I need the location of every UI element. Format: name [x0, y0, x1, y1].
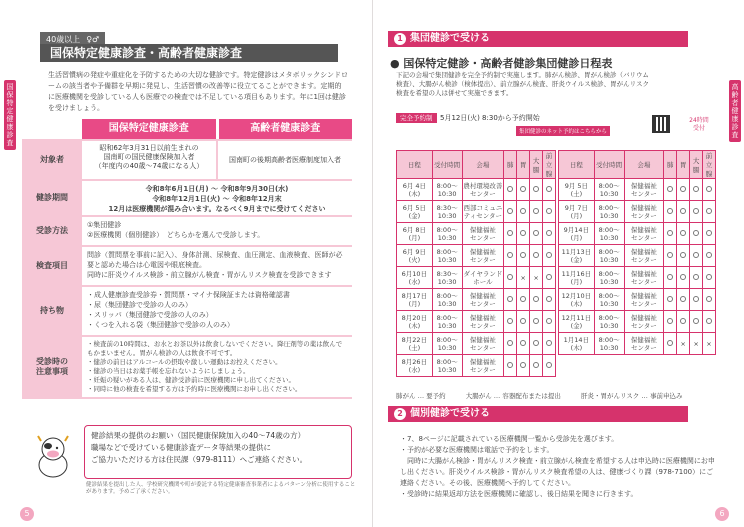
available-mark — [664, 289, 677, 311]
header-stomach: 胃 — [677, 151, 690, 179]
section-title: 個別健診で受ける — [410, 408, 490, 419]
schedule-time: 8:00～ 10:30 — [432, 311, 462, 333]
schedule-date: 11月16日(月) — [559, 267, 595, 289]
schedule-venue: 保健福祉 センター — [462, 223, 504, 245]
schedule-row — [397, 201, 556, 223]
available-mark — [530, 289, 543, 311]
schedule-venue: ダイヤランド ホール — [462, 267, 504, 289]
available-mark — [530, 201, 543, 223]
available-mark — [530, 179, 543, 201]
table-row — [22, 285, 352, 335]
header-venue: 会場 — [624, 151, 664, 179]
gender-icon: ♀♂ — [86, 35, 100, 44]
schedule-venue: 農村環境改善 センター — [462, 179, 504, 201]
checkup-table — [22, 119, 352, 399]
row-value: ①集団健診 ②医療機関（個別健診） どちらかを選んで受診します。 — [87, 221, 265, 239]
schedule-row — [559, 333, 716, 355]
row-label: 対象者 — [22, 141, 82, 179]
schedule-date: 8月20日(木) — [397, 311, 433, 333]
schedule-time: 8:30～ 10:30 — [432, 267, 462, 289]
available-mark — [504, 201, 517, 223]
schedule-time: 8:00～ 10:30 — [594, 179, 624, 201]
schedule-time: 8:00～ 10:30 — [594, 289, 624, 311]
result-request-note: 健診結果の提供のお願い（国民健康保険加入の40～74歳の方） 職場などで受けている健康診査データ等結果の提供に ご協力いただける方は住民課（979-8111）へご連絡ください。 — [84, 425, 352, 479]
table-row — [22, 179, 352, 215]
available-mark — [530, 311, 543, 333]
schedule-venue: 保健福祉 センター — [624, 179, 664, 201]
header-venue: 会場 — [462, 151, 504, 179]
available-mark — [517, 333, 530, 355]
schedule-legend — [396, 391, 716, 400]
schedule-date: 8月22日(土) — [397, 333, 433, 355]
header-colon: 大腸 — [530, 151, 543, 179]
schedule-time: 8:00～ 10:30 — [432, 355, 462, 377]
table-header — [22, 119, 352, 139]
available-mark — [690, 245, 703, 267]
schedule-row — [397, 179, 556, 201]
header-date: 日程 — [559, 151, 595, 179]
available-mark — [690, 201, 703, 223]
available-mark — [703, 201, 716, 223]
age-tag-label: 40歳以上 — [46, 35, 81, 44]
schedule-row — [397, 311, 556, 333]
schedule-title: ● 国保特定健診・高齢者健診集団健診日程表 — [390, 57, 613, 70]
available-mark — [664, 245, 677, 267]
schedule-row — [397, 289, 556, 311]
schedule-date: 11月13日(金) — [559, 245, 595, 267]
available-mark — [703, 267, 716, 289]
side-tab-left: 国保特定健康診査 — [4, 80, 16, 150]
header-colon: 大腸 — [690, 151, 703, 179]
row-label: 検査項目 — [22, 247, 82, 285]
header-lung: 肺 — [664, 151, 677, 179]
legend-item: 肺がん … 要予約 — [396, 392, 446, 400]
schedule-time: 8:00～ 10:30 — [594, 223, 624, 245]
col-elderly: 高齢者健康診査 — [219, 119, 353, 139]
available-mark — [543, 289, 556, 311]
unavailable-mark: × — [703, 333, 716, 355]
unavailable-mark: × — [677, 333, 690, 355]
available-mark — [677, 201, 690, 223]
table-row — [22, 335, 352, 399]
intro-text: 生活習慣病の発症や重症化を予防するための大切な健診です。特定健診はメタボリックシンドロームの該当者や予備群を早期に発見し、生活習慣の改善等に役立てることができます。定期的に医療機関を受診している人も医療での検査では不足している項目もあります。年に1回は健診を受けましょう。 — [48, 71, 348, 112]
schedule-venue: 保健福祉 センター — [624, 333, 664, 355]
available-mark — [703, 245, 716, 267]
table-row — [22, 245, 352, 285]
schedule-time: 8:30～ 10:30 — [432, 201, 462, 223]
available-mark — [517, 355, 530, 377]
section-individual-checkup — [388, 406, 688, 422]
available-mark — [690, 267, 703, 289]
row-value: 国南町の後期高齢者医療制度加入者 — [229, 155, 341, 164]
available-mark — [504, 245, 517, 267]
schedule-date: 6月 5日(金) — [397, 201, 433, 223]
schedule-venue: 保健福祉 センター — [624, 201, 664, 223]
cow-mascot-icon — [30, 435, 76, 479]
available-mark — [664, 267, 677, 289]
available-mark — [543, 223, 556, 245]
available-mark — [517, 311, 530, 333]
available-mark — [703, 179, 716, 201]
schedule-date: 8月17日(月) — [397, 289, 433, 311]
header-prostate: 前立腺 — [543, 151, 556, 179]
available-mark — [517, 223, 530, 245]
24h-badge: 24時間 受付 — [689, 117, 709, 132]
available-mark — [504, 333, 517, 355]
header-date: 日程 — [397, 151, 433, 179]
qr-code-icon[interactable] — [652, 115, 670, 133]
section-number: 2 — [394, 408, 406, 420]
unavailable-mark: × — [530, 267, 543, 289]
schedule-time: 8:00～ 10:30 — [594, 333, 624, 355]
unavailable-mark: × — [690, 333, 703, 355]
schedule-row — [397, 267, 556, 289]
header-prostate: 前立腺 — [703, 151, 716, 179]
schedule-date: 12月11日(金) — [559, 311, 595, 333]
header-time: 受付時間 — [594, 151, 624, 179]
header-time: 受付時間 — [432, 151, 462, 179]
available-mark — [664, 311, 677, 333]
section-group-checkup — [388, 31, 688, 47]
schedule-row — [397, 223, 556, 245]
schedule-header — [559, 151, 716, 179]
schedule-venue: 保健福祉 センター — [624, 245, 664, 267]
schedule-venue: 保健福祉 センター — [462, 245, 504, 267]
row-label: 受診方法 — [22, 217, 82, 245]
net-reservation-link[interactable]: 集団健診のネット予約はこちらから — [516, 126, 610, 136]
row-value: ・成人健康診査受診券・質問票・マイナ保険証または資格確認書 ・尿（集団健診で受診の人のみ） ・スリッパ（集団健診で受診の人のみ） ・くつを入れる袋（集団健診で受診の人のみ） — [87, 291, 290, 329]
available-mark — [664, 333, 677, 355]
schedule-date: 1月14日(木) — [559, 333, 595, 355]
reservation-badge: 完全予約制 — [396, 113, 437, 123]
row-value: 令和8年6月1日(月) ～ 令和8年9月30日(水) 令和8年12月1日(火) ～ 令和8年12月末 12月は医療機関が混み合います。なるべく9月までに受けてください — [108, 185, 326, 213]
schedule-date: 6月 4日(木) — [397, 179, 433, 201]
schedule-row — [397, 245, 556, 267]
available-mark — [517, 245, 530, 267]
schedule-time: 8:00～ 10:30 — [594, 267, 624, 289]
available-mark — [677, 311, 690, 333]
schedule-header — [397, 151, 556, 179]
available-mark — [530, 355, 543, 377]
available-mark — [677, 245, 690, 267]
schedule-row — [559, 223, 716, 245]
available-mark — [504, 223, 517, 245]
schedule-table-right — [558, 150, 716, 355]
available-mark — [543, 311, 556, 333]
row-label: 持ち物 — [22, 287, 82, 335]
schedule-time: 8:00～ 10:30 — [432, 245, 462, 267]
schedule-venue: 保健福祉 センター — [624, 311, 664, 333]
header-stomach: 胃 — [517, 151, 530, 179]
row-label: 健診期間 — [22, 181, 82, 215]
available-mark — [690, 179, 703, 201]
schedule-date: 6月 9日(火) — [397, 245, 433, 267]
schedule-row — [559, 245, 716, 267]
page-number: 5 — [20, 507, 34, 521]
schedule-venue: 保健福祉 センター — [624, 267, 664, 289]
row-label: 受診時の 注意事項 — [22, 337, 82, 397]
schedule-table-left — [396, 150, 556, 377]
row-value: ・検査前の10時間は、お水とお茶以外は飲食しないでください。降圧剤等の薬は飲んでもかまいません。胃がん検診の人は飲食不可です。 ・健診の前日はアルコールの摂取や激しい運動はお控えください。 ・健診の当日はお薬手帳を忘れないようにしましょう。 ・妊娠の疑いがある人は、健診受診前に医療機関に申し出てください。 ・同時に他の検査を希望する方は予約時に医療機関にお申し出ください。 — [87, 340, 343, 393]
schedule-time: 8:00～ 10:30 — [594, 245, 624, 267]
section-number: 1 — [394, 33, 406, 45]
available-mark — [677, 267, 690, 289]
available-mark — [664, 223, 677, 245]
available-mark — [543, 333, 556, 355]
header-lung: 肺 — [504, 151, 517, 179]
legend-item: 大腸がん … 容器配布または提出 — [465, 392, 561, 400]
available-mark — [703, 311, 716, 333]
available-mark — [543, 267, 556, 289]
table-row — [22, 215, 352, 245]
available-mark — [530, 245, 543, 267]
available-mark — [664, 179, 677, 201]
available-mark — [677, 179, 690, 201]
available-mark — [530, 223, 543, 245]
section-title: 集団健診で受ける — [410, 33, 490, 44]
available-mark — [504, 179, 517, 201]
table-row — [22, 139, 352, 179]
schedule-venue: 保健福祉 センター — [462, 289, 504, 311]
schedule-row — [559, 289, 716, 311]
available-mark — [664, 201, 677, 223]
schedule-venue: 西部コミュニ ティセンター — [462, 201, 504, 223]
schedule-row — [397, 333, 556, 355]
schedule-date: 6月 8日(月) — [397, 223, 433, 245]
available-mark — [504, 289, 517, 311]
schedule-time: 8:00～ 10:30 — [432, 223, 462, 245]
schedule-venue: 保健福祉 センター — [462, 355, 504, 377]
available-mark — [517, 201, 530, 223]
available-mark — [530, 333, 543, 355]
available-mark — [504, 311, 517, 333]
available-mark — [517, 179, 530, 201]
schedule-time: 8:00～ 10:30 — [432, 289, 462, 311]
available-mark — [517, 289, 530, 311]
available-mark — [677, 289, 690, 311]
available-mark — [543, 201, 556, 223]
row-value: 問診（質問票を事前に記入）、身体計測、尿検査、血圧測定、血液検査、医師が必要と認めた場合は心電図や眼底検査。 同時に肝炎ウイルス検診・前立腺がん検査・胃がんリスク検査を受診できます — [87, 251, 343, 279]
available-mark — [504, 355, 517, 377]
schedule-venue: 保健福祉 センター — [462, 311, 504, 333]
page-title: 国保特定健康診査・高齢者健康診査 — [40, 44, 338, 62]
available-mark — [504, 267, 517, 289]
available-mark — [543, 179, 556, 201]
schedule-date: 9月 7日(月) — [559, 201, 595, 223]
schedule-time: 8:00～ 10:30 — [594, 201, 624, 223]
schedule-date: 9月 5日(土) — [559, 179, 595, 201]
schedule-date: 8月26日(水) — [397, 355, 433, 377]
individual-steps: ・7、8ページに記載されている医療機関一覧から受診先を選びます。 ・予約が必要な医療機関は電話で予約をします。 同時に大腸がん検診・胃がんリスク検査・前立腺がん検査を希望する人は申込時に医療機関にお申し出ください。肝炎ウイルス検診・胃がんリスク検査希望の人は、健康づくり課（978-7100）にご連絡ください。その後、医療機関へ予約してください。 ・受診時に結果返却方法を医療機関に確認し、後日結果を聞きに行きます。 — [400, 435, 715, 498]
schedule-date: 6月10日(水) — [397, 267, 433, 289]
reservation-start: 5月12日(火) 8:30から予約開始 — [440, 114, 540, 122]
footnote: 健診結果を提出した人、学校研究機関や町が委託する特定健康審査事業者によるパターン分析に使用することがあります。予めご了承ください。 — [86, 482, 356, 495]
row-value: 昭和62年3月31日以前生まれの 国南町の国民健康保険加入者 （年度内の40歳～74歳になる人） — [82, 141, 218, 179]
col-national-insurance: 国保特定健康診査 — [82, 119, 216, 139]
schedule-intro: 下記の会場で集団健診を完全予約制で実施します。肺がん検診、胃がん検診（バリウム検査）、大腸がん検診（検体提出）、前立腺がん検査、肝炎ウイルス検診、胃がんリスク検査を希望の人は併せて実施できます。 — [396, 71, 649, 97]
schedule-time: 8:00～ 10:30 — [594, 311, 624, 333]
available-mark — [543, 355, 556, 377]
schedule-date: 12月10日(木) — [559, 289, 595, 311]
schedule-row — [559, 267, 716, 289]
schedule-row — [559, 311, 716, 333]
schedule-row — [397, 355, 556, 377]
available-mark — [703, 289, 716, 311]
schedule-time: 8:00～ 10:30 — [432, 333, 462, 355]
schedule-venue: 保健福祉 センター — [462, 333, 504, 355]
available-mark — [703, 223, 716, 245]
schedule-venue: 保健福祉 センター — [624, 223, 664, 245]
page-number: 6 — [715, 507, 729, 521]
available-mark — [690, 311, 703, 333]
schedule-row — [559, 201, 716, 223]
side-tab-right: 高齢者健康診査 — [729, 80, 741, 142]
schedule-date: 9月14日(月) — [559, 223, 595, 245]
unavailable-mark: × — [517, 267, 530, 289]
available-mark — [690, 289, 703, 311]
schedule-time: 8:00～ 10:30 — [432, 179, 462, 201]
schedule-row — [559, 179, 716, 201]
available-mark — [690, 223, 703, 245]
available-mark — [677, 223, 690, 245]
schedule-venue: 保健福祉 センター — [624, 289, 664, 311]
available-mark — [543, 245, 556, 267]
legend-item: 肝炎・胃がんリスク … 事前申込み — [580, 392, 683, 400]
